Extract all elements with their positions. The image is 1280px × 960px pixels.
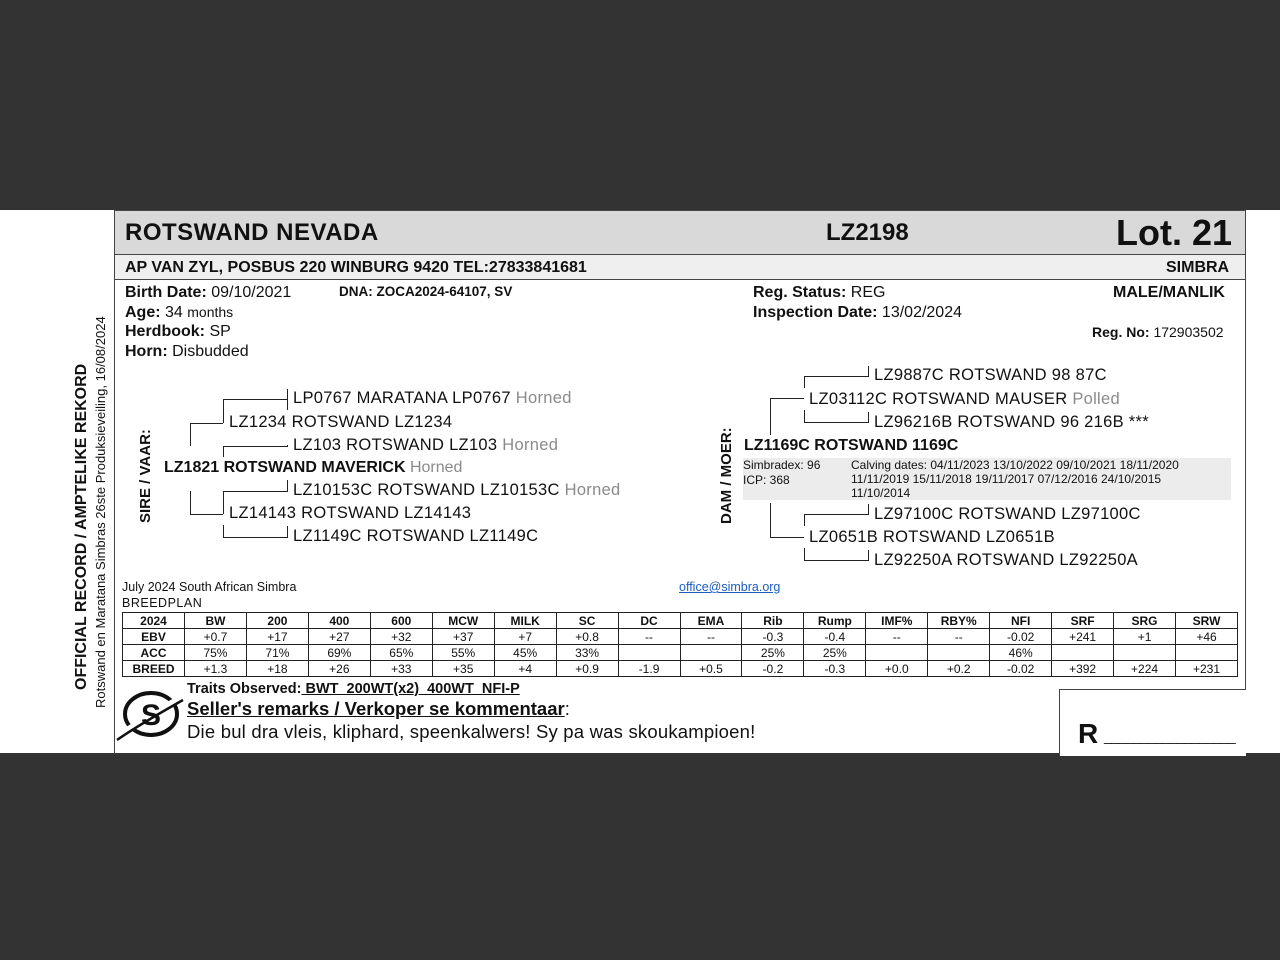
ebv-cell: +392 [1052, 661, 1114, 677]
inspection-row [753, 304, 962, 322]
ebv-cell: 65% [370, 645, 432, 661]
breed-name: SIMBRA [1166, 259, 1230, 276]
sire-sire: LZ1234 ROTSWAND LZ1234 [229, 413, 453, 431]
ebv-column-header: MILK [494, 613, 556, 629]
ebv-cell [866, 645, 928, 661]
reg-no-label: Reg. No: [1092, 324, 1150, 340]
ebv-cell [1176, 645, 1238, 661]
ebv-cell [680, 645, 742, 661]
ebv-cell: +241 [1052, 629, 1114, 645]
simbradex: Simbradex: 96 [743, 458, 821, 472]
ebv-cell: 25% [742, 645, 804, 661]
ebv-column-header: SRG [1114, 613, 1176, 629]
age-unit: months [187, 304, 234, 320]
ebv-cell: -0.4 [804, 629, 866, 645]
ebv-cell: +33 [370, 661, 432, 677]
breedplan-label: BREEDPLAN [122, 596, 203, 610]
remarks-colon: : [564, 698, 570, 719]
ebv-cell: +17 [246, 629, 308, 645]
animal-code: LZ2198 [826, 219, 909, 246]
birth-date-label: Birth Date: [125, 284, 207, 301]
ebv-column-header: SC [556, 613, 618, 629]
ebv-cell: +0.7 [185, 629, 247, 645]
ebv-column-header: 600 [370, 613, 432, 629]
calving-dates-line-3: 11/10/2014 [851, 486, 911, 500]
auction-catalogue-page [0, 210, 1280, 753]
official-record-label: OFFICIAL RECORD / AMPTELIKE REKORD [73, 363, 90, 690]
ebv-column-header: MCW [432, 613, 494, 629]
ebv-cell: -1.9 [618, 661, 680, 677]
ebv-cell [1052, 645, 1114, 661]
horn-status: Horned [502, 436, 559, 454]
ebv-column-header: DC [618, 613, 680, 629]
calving-dates-line-1: Calving dates: 04/11/2023 13/10/2022 09/10/2021 18/11/2020 [851, 458, 1179, 472]
ebv-row-label: ACC [123, 645, 185, 661]
ebv-cell: -0.02 [990, 661, 1052, 677]
icp: ICP: 368 [743, 473, 790, 487]
ebv-cell: 75% [185, 645, 247, 661]
ebv-cell: 69% [308, 645, 370, 661]
herdbook-label: Herdbook: [125, 323, 205, 340]
ebv-cell [1114, 645, 1176, 661]
sire-sire-sire [293, 389, 572, 408]
ebv-cell: +0.8 [556, 629, 618, 645]
reg-status-row [753, 284, 885, 302]
sire-name: LZ1821 ROTSWAND MAVERICK [164, 459, 406, 476]
horn-status: Horned [564, 481, 621, 499]
ebv-cell: +1 [1114, 629, 1176, 645]
dam-sire-dam: LZ96216B ROTSWAND 96 216B *** [874, 413, 1149, 431]
ebv-cell: 45% [494, 645, 556, 661]
traits-list: BWT 200WT(x2) 400WT NFI-P [301, 681, 520, 697]
ebv-cell: -0.2 [742, 661, 804, 677]
ebv-cell: -0.3 [804, 661, 866, 677]
ebv-column-header: 200 [246, 613, 308, 629]
ebv-column-header: RBY% [928, 613, 990, 629]
inspection-label: Inspection Date: [753, 304, 878, 321]
ebv-column-header: EMA [680, 613, 742, 629]
remarks-label: Seller's remarks / Verkoper se kommentaar [187, 698, 565, 719]
ebv-column-header: NFI [990, 613, 1052, 629]
pedigree-name: LZ103 ROTSWAND LZ103 [293, 436, 498, 454]
dna-info: DNA: ZOCA2024-64107, SV [339, 284, 513, 299]
herdbook-value: SP [209, 323, 231, 340]
ebv-cell: +32 [370, 629, 432, 645]
dam-dam-dam: LZ92250A ROTSWAND LZ92250A [874, 551, 1138, 569]
sire-sire-dam [293, 436, 558, 455]
calving-dates-line-2: 11/11/2019 15/11/2018 19/11/2017 07/12/2016 24/10/2015 [851, 472, 1162, 486]
reg-status-value: REG [850, 284, 886, 301]
sire-dam: LZ14143 ROTSWAND LZ14143 [229, 504, 472, 522]
remarks-heading [187, 698, 570, 720]
ebv-table [122, 612, 1238, 677]
ebv-row [123, 661, 1238, 677]
ebv-cell: 33% [556, 645, 618, 661]
ebv-column-header: SRW [1176, 613, 1238, 629]
logo-letter: S [140, 699, 162, 732]
dam-dam-sire: LZ97100C ROTSWAND LZ97100C [874, 505, 1141, 523]
ebv-cell: +27 [308, 629, 370, 645]
simbra-logo-icon [115, 688, 185, 750]
sale-name-label: Rotswand en Maratana Simbras 26ste Produksieveiling, 16/08/2024 [93, 316, 108, 708]
ebv-column-header: BW [185, 613, 247, 629]
inspection-value: 13/02/2024 [881, 304, 962, 321]
ebv-year-header: 2024 [123, 613, 185, 629]
ebv-cell: +7 [494, 629, 556, 645]
ebv-cell: +18 [246, 661, 308, 677]
ebv-row [123, 645, 1238, 661]
dam-name: LZ1169C ROTSWAND 1169C [744, 437, 959, 454]
sire-label: SIRE / VAAR: [137, 429, 154, 523]
pedigree-name: LZ03112C ROTSWAND MAUSER [809, 390, 1068, 408]
pedigree-name: LP0767 MARATANA LP0767 [293, 389, 511, 407]
breedplan-source: July 2024 South African Simbra [122, 580, 297, 594]
ebv-cell: -0.3 [742, 629, 804, 645]
ebv-row [123, 629, 1238, 645]
dam-calving-panel [743, 458, 1231, 500]
horn-status: Polled [1072, 390, 1120, 408]
horn-value: Disbudded [172, 343, 249, 360]
ebv-column-header: SRF [1052, 613, 1114, 629]
horn-row [125, 343, 249, 361]
ebv-cell: +4 [494, 661, 556, 677]
dam-label: DAM / MOER: [718, 427, 735, 524]
ebv-cell: +0.9 [556, 661, 618, 677]
ebv-cell: +0.0 [866, 661, 928, 677]
ebv-cell: 46% [990, 645, 1052, 661]
title-bar [115, 211, 1245, 255]
ebv-column-header: Rib [742, 613, 804, 629]
reg-status-label: Reg. Status: [753, 284, 847, 301]
remarks-text: Die bul dra vleis, kliphard, speenkalwers! Sy pa was skoukampioen! [187, 721, 756, 742]
traits-label: Traits Observed: [187, 681, 302, 697]
dam-dam: LZ0651B ROTSWAND LZ0651B [809, 528, 1055, 546]
birth-date-value: 09/10/2021 [211, 284, 292, 301]
ebv-cell: +0.5 [680, 661, 742, 677]
ebv-cell: +37 [432, 629, 494, 645]
ebv-column-header: IMF% [866, 613, 928, 629]
ebv-cell: +0.2 [928, 661, 990, 677]
sex-label: MALE/MANLIK [1113, 284, 1225, 301]
ebv-cell: 71% [246, 645, 308, 661]
ebv-cell [618, 645, 680, 661]
ebv-cell: +35 [432, 661, 494, 677]
ebv-cell: -- [618, 629, 680, 645]
age-value: 34 [165, 304, 183, 321]
price-symbol: R [1078, 718, 1099, 749]
breeder-bar [115, 255, 1245, 280]
email-link[interactable]: office@simbra.org [679, 580, 781, 594]
price-line[interactable]: __________________ [1104, 728, 1236, 744]
animal-name: ROTSWAND NEVADA [125, 219, 379, 246]
ebv-row-label: BREED [123, 661, 185, 677]
lot-card [114, 210, 1246, 754]
ebv-column-header: Rump [804, 613, 866, 629]
ebv-cell: +224 [1114, 661, 1176, 677]
ebv-cell: -0.02 [990, 629, 1052, 645]
breeder-details: AP VAN ZYL, POSBUS 220 WINBURG 9420 TEL:27833841681 [125, 259, 587, 276]
ebv-cell: -- [866, 629, 928, 645]
reg-no-row [1092, 324, 1224, 340]
ebv-row-label: EBV [123, 629, 185, 645]
ebv-column-header: 400 [308, 613, 370, 629]
age-row [125, 304, 233, 322]
sire-main [164, 459, 462, 477]
dam-sire-sire: LZ9887C ROTSWAND 98 87C [874, 366, 1107, 384]
ebv-cell: 25% [804, 645, 866, 661]
sire-dam-dam: LZ1149C ROTSWAND LZ1149C [293, 527, 539, 545]
ebv-cell: +1.3 [185, 661, 247, 677]
age-label: Age: [125, 304, 161, 321]
pedigree-name: LZ10153C ROTSWAND LZ10153C [293, 481, 560, 499]
ebv-cell: -- [680, 629, 742, 645]
simbra-logo [115, 688, 185, 750]
ebv-cell: +231 [1176, 661, 1238, 677]
price-box[interactable] [1059, 689, 1246, 756]
birth-date-row [125, 284, 291, 302]
herdbook-row [125, 323, 231, 341]
horn-status: Horned [409, 459, 463, 476]
horn-label: Horn: [125, 343, 168, 360]
ebv-cell: 55% [432, 645, 494, 661]
reg-no-value: 172903502 [1153, 324, 1224, 340]
ebv-cell: -- [928, 629, 990, 645]
ebv-cell: +26 [308, 661, 370, 677]
dam-sire [809, 390, 1120, 409]
lot-number: Lot. 21 [1116, 212, 1233, 253]
horn-status: Horned [515, 389, 572, 407]
traits-observed [187, 681, 520, 697]
sire-dam-sire [293, 481, 621, 500]
ebv-cell: +46 [1176, 629, 1238, 645]
ebv-cell [928, 645, 990, 661]
